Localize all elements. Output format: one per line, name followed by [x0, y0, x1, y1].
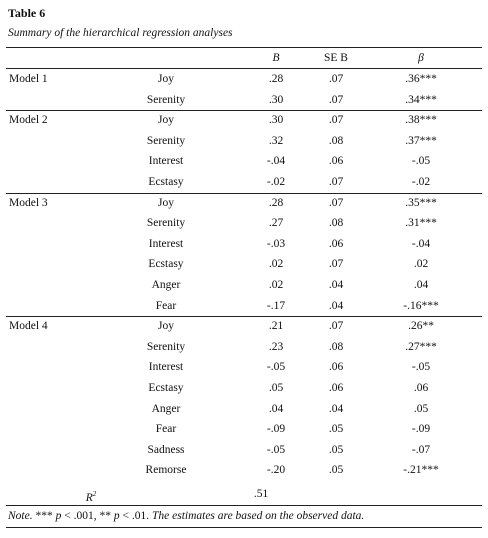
note-label: Note. [8, 510, 33, 522]
beta-cell: -.07 [411, 443, 431, 456]
note-p2: p [113, 510, 120, 522]
predictor-cell: Joy [158, 320, 174, 333]
predictor-cell: Joy [158, 73, 174, 85]
predictor-cell: Interest [148, 237, 184, 250]
table-row [6, 151, 482, 171]
b-cell: .28 [268, 73, 284, 85]
se-cell: .04 [328, 299, 344, 312]
table-row [6, 378, 482, 398]
table-row [6, 440, 482, 460]
predictor-cell: Ecstasy [148, 382, 184, 394]
se-cell: .07 [328, 93, 344, 106]
table-row [6, 110, 482, 130]
table-row [6, 69, 482, 89]
r2-value: .51 [253, 488, 269, 500]
beta-cell: -.05 [411, 361, 431, 374]
b-cell: -.03 [266, 237, 286, 250]
se-cell: .07 [328, 320, 344, 333]
bottom-rule [6, 527, 482, 528]
note-text-1: *** [35, 510, 56, 522]
table-row [6, 399, 482, 419]
table-row [6, 275, 482, 295]
b-cell: .30 [268, 93, 284, 106]
table-row [6, 131, 482, 151]
note-text-2: < .001, ** [61, 510, 114, 522]
predictor-cell: Fear [155, 423, 177, 436]
predictor-cell: Remorse [145, 464, 187, 477]
b-cell: .02 [268, 258, 284, 271]
beta-cell: .38*** [405, 114, 437, 127]
se-cell: .06 [328, 361, 344, 374]
header-b: B [272, 52, 280, 64]
header-beta: β [418, 52, 424, 64]
note-p1: p [55, 510, 62, 522]
se-cell: .07 [328, 258, 344, 271]
predictor-cell: Serenity [146, 134, 186, 147]
table-row [6, 90, 482, 110]
table-row [6, 419, 482, 439]
beta-cell: .31*** [405, 217, 437, 230]
se-cell: .07 [328, 114, 344, 127]
predictor-cell: Ecstasy [148, 258, 184, 271]
se-cell: .06 [328, 382, 344, 394]
b-cell: .32 [268, 134, 284, 147]
beta-cell: .35*** [405, 196, 437, 209]
beta-cell: .05 [413, 402, 429, 415]
b-cell: .21 [268, 320, 284, 333]
se-cell: .05 [328, 464, 344, 477]
table-caption: Summary of the hierarchical regression analyses [8, 27, 233, 39]
se-cell: .07 [328, 196, 344, 209]
beta-cell: -.02 [411, 176, 431, 188]
beta-cell: -.16*** [403, 299, 439, 312]
b-cell: -.17 [266, 299, 286, 312]
predictor-cell: Joy [158, 114, 174, 127]
b-cell: .27 [268, 217, 284, 230]
predictor-cell: Sadness [147, 443, 185, 456]
beta-cell: -.21*** [403, 464, 439, 477]
b-cell: -.20 [266, 464, 286, 477]
table-row [6, 316, 482, 336]
model-label: Model 4 [9, 320, 48, 333]
beta-cell: .36*** [405, 73, 437, 85]
se-cell: .07 [328, 176, 344, 188]
se-cell: .06 [328, 237, 344, 250]
r2-label: $R^2$ [85, 490, 97, 504]
model-label: Model 1 [9, 73, 48, 85]
beta-cell: .02 [413, 258, 429, 271]
beta-cell: .04 [413, 279, 429, 291]
predictor-cell: Fear [155, 299, 177, 312]
table-row [6, 460, 482, 480]
se-cell: .08 [328, 134, 344, 147]
header-se-b-label: SE B [324, 52, 348, 64]
table-row [6, 234, 482, 254]
b-cell: -.05 [266, 361, 286, 374]
table-row [6, 193, 482, 213]
predictor-cell: Joy [158, 196, 174, 209]
beta-cell: -.05 [411, 155, 431, 168]
predictor-cell: Serenity [146, 217, 186, 230]
b-cell: .23 [268, 340, 284, 353]
model-label: Model 2 [9, 114, 48, 127]
r2-row [6, 484, 482, 504]
predictor-cell: Anger [151, 402, 181, 415]
note-tail: The estimates are based on the observed data. [151, 510, 365, 522]
b-cell: .28 [268, 196, 284, 209]
beta-cell: .34*** [405, 93, 437, 106]
predictor-cell: Serenity [146, 93, 186, 106]
se-cell: .06 [328, 155, 344, 168]
table-row [6, 172, 482, 192]
predictor-cell: Ecstasy [148, 176, 184, 188]
se-cell: .05 [328, 423, 344, 436]
b-cell: -.04 [266, 155, 286, 168]
beta-cell: .26** [408, 320, 434, 333]
se-cell: .04 [328, 279, 344, 291]
predictor-cell: Interest [148, 361, 184, 374]
table-note [8, 508, 364, 524]
table-row [6, 296, 482, 316]
r2-rule [6, 505, 482, 506]
table-row [6, 337, 482, 357]
note-text-3: < .01. [119, 510, 152, 522]
predictor-cell: Interest [148, 155, 184, 168]
table-number: Table 6 [8, 6, 46, 20]
predictor-cell: Serenity [146, 340, 186, 353]
beta-cell: .27*** [405, 340, 437, 353]
table-row [6, 213, 482, 233]
se-cell: .08 [328, 217, 344, 230]
b-cell: -.05 [266, 443, 286, 456]
beta-cell: .37*** [405, 134, 437, 147]
b-cell: .30 [268, 114, 284, 127]
table-row [6, 357, 482, 377]
b-cell: -.02 [266, 176, 286, 188]
se-cell: .07 [328, 73, 344, 85]
se-cell: .08 [328, 340, 344, 353]
beta-cell: -.04 [411, 237, 431, 250]
se-cell: .05 [328, 443, 344, 456]
se-cell: .04 [328, 402, 344, 415]
beta-cell: -.09 [411, 423, 431, 436]
predictor-cell: Anger [151, 279, 181, 291]
beta-cell: .06 [413, 382, 429, 394]
b-cell: .02 [268, 279, 284, 291]
b-cell: .04 [268, 402, 284, 415]
b-cell: .05 [268, 382, 284, 394]
b-cell: -.09 [266, 423, 286, 436]
table-header-row [6, 48, 482, 68]
table-row [6, 254, 482, 274]
header-se-b [296, 48, 376, 68]
model-label: Model 3 [9, 196, 48, 209]
